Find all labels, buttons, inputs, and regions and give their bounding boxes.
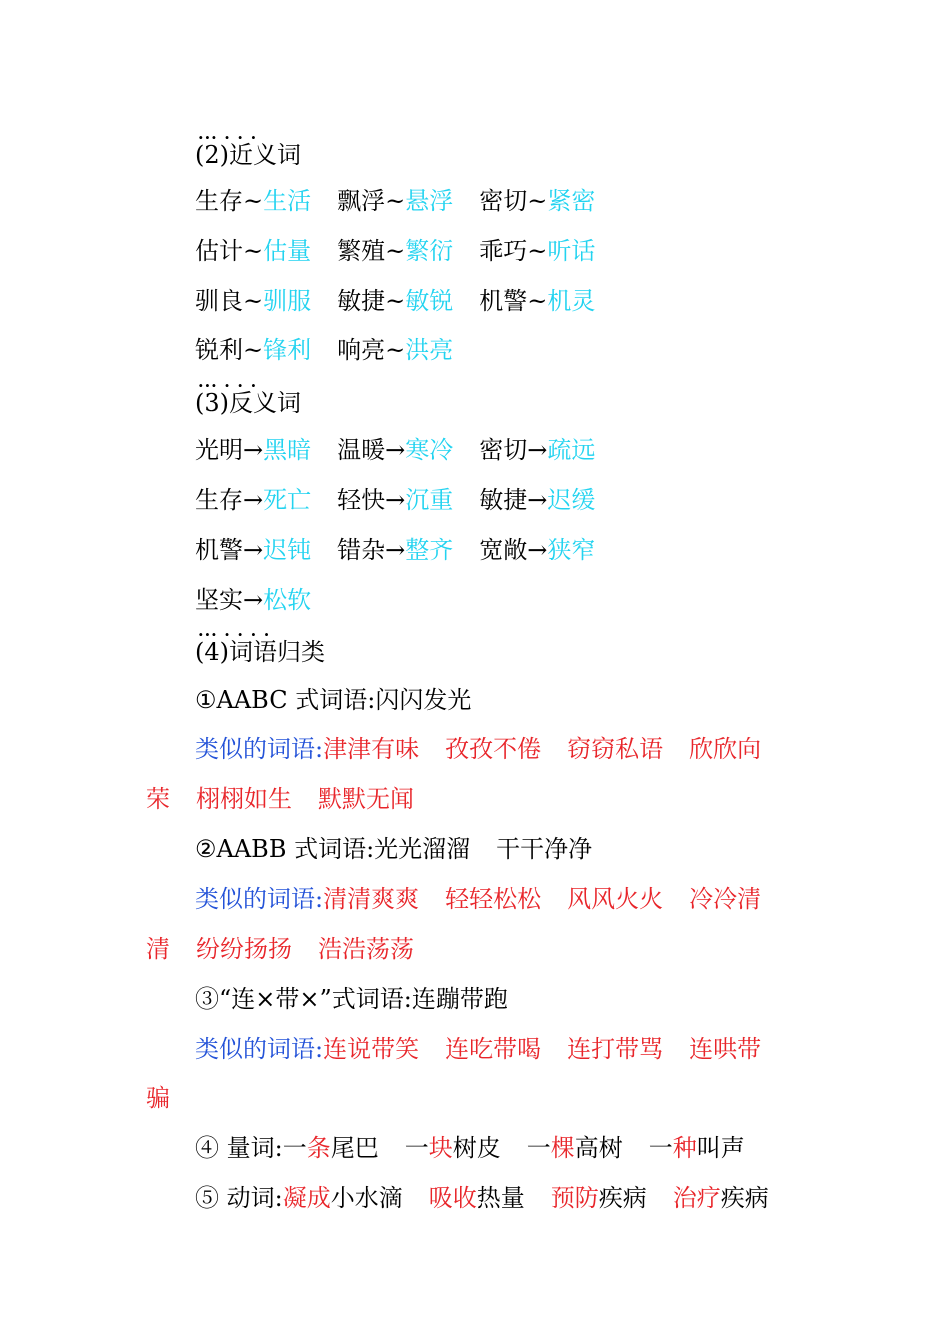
aabc-similar-row: 类似的词语:津津有味 孜孜不倦 窃窃私语 欣欣向 — [195, 735, 762, 763]
lian-similar-row-continued: 骗 — [146, 1084, 170, 1112]
synonym-row: 估计~估量 繁殖~繁衍 乖巧~听话 — [195, 237, 596, 265]
lian-similar-row: 类似的词语:连说带笑 连吃带喝 连打带骂 连哄带 — [195, 1035, 762, 1063]
antonym-row: 机警→迟钝 错杂→整齐 宽敞→狭窄 — [195, 536, 596, 564]
aabc-similar-row-continued: 荣 栩栩如生 默默无闻 — [146, 785, 414, 813]
verbs-row: ⑤ 动词:凝成小水滴 吸收热量 预防疾病 治疗疾病 — [195, 1184, 769, 1212]
emphasis-dots: ... . . . . — [198, 621, 271, 640]
antonym-row: 光明→黑暗 温暖→寒冷 密切→疏远 — [195, 436, 596, 464]
synonym-row: 生存~生活 飘浮~悬浮 密切~紧密 — [195, 187, 596, 215]
aabb-similar-row-continued: 清 纷纷扬扬 浩浩荡荡 — [146, 935, 414, 963]
synonym-row: 锐利~锋利 响亮~洪亮 — [195, 336, 454, 364]
antonym-row: 坚实→松软 — [195, 586, 312, 614]
lian-label: ③“连×带×”式词语:连蹦带跑 — [195, 985, 508, 1013]
synonym-row: 驯良~驯服 敏捷~敏锐 机警~机灵 — [195, 287, 596, 315]
aabb-label-row: ②AABB 式词语:光光溜溜 干干净净 — [195, 835, 593, 863]
aabc-label: ①AABC 式词语:闪闪发光 — [195, 686, 472, 714]
measure-words-row: ④ 量词:一条尾巴 一块树皮 一棵高树 一种叫声 — [195, 1134, 745, 1162]
section-title-antonyms: (3)反义词 — [195, 389, 301, 417]
section-title-synonyms: (2)近义词 — [195, 141, 301, 169]
emphasis-dots: ... . . . — [198, 372, 258, 391]
section-title-classify: (4)词语归类 — [195, 638, 325, 666]
emphasis-dots: ... . . . — [198, 124, 258, 143]
aabb-similar-row: 类似的词语:清清爽爽 轻轻松松 风风火火 冷冷清 — [195, 885, 762, 913]
antonym-row: 生存→死亡 轻快→沉重 敏捷→迟缓 — [195, 486, 596, 514]
